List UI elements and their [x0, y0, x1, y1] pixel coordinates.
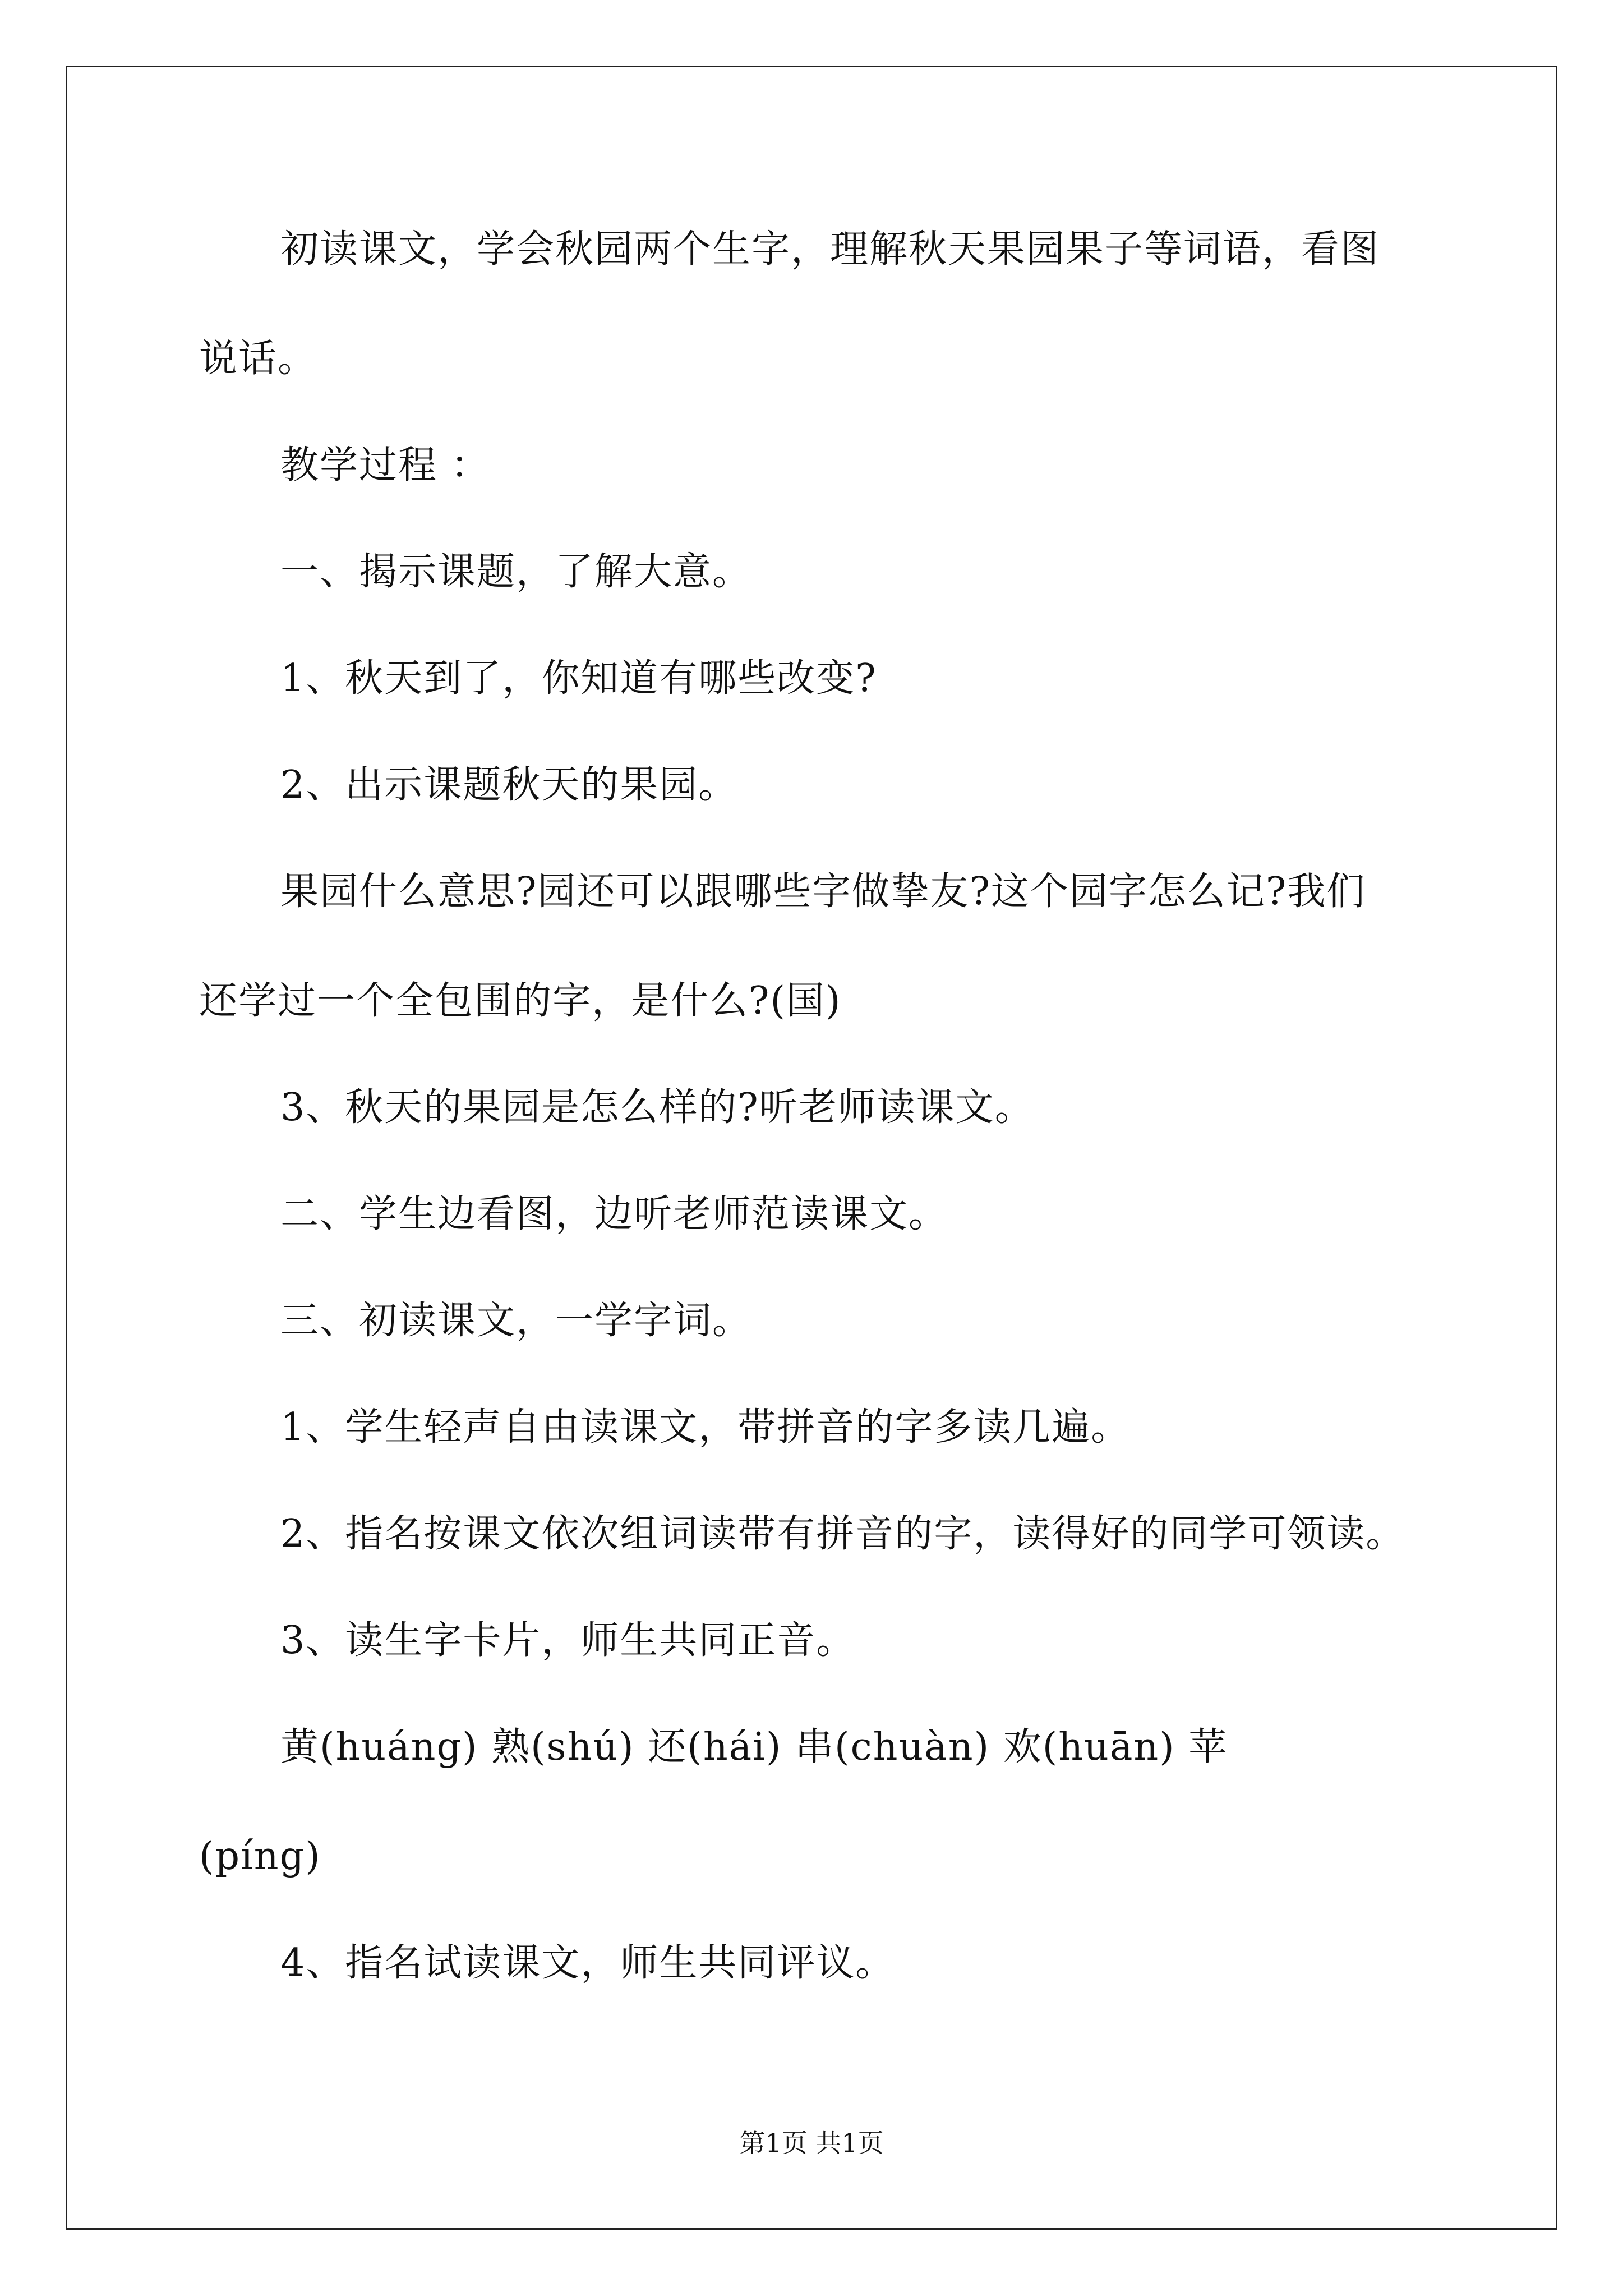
section-heading: 三、初读课文，一学字词。 [280, 1299, 752, 1343]
text-line: 初读课文，学会秋园两个生字，理解秋天果园果子等词语，看图 [280, 227, 1380, 272]
text-line: 3、读生字卡片，师生共同正音。 [280, 1618, 856, 1663]
pinyin-line: (píng) [199, 1834, 321, 1879]
pinyin-line: 黄(huáng) 熟(shú) 还(hái) 串(chuàn) 欢(huān) 苹 [280, 1725, 1228, 1769]
section-heading: 二、学生边看图，边听老师范读课文。 [280, 1192, 948, 1236]
text-line: 2、出示课题秋天的果园。 [280, 763, 738, 807]
page-border [66, 66, 1557, 2230]
text-line: 1、学生轻声自由读课文，带拼音的字多读几遍。 [280, 1405, 1131, 1450]
text-line: 果园什么意思?园还可以跟哪些字做挚友?这个园字怎么记?我们 [280, 869, 1366, 914]
text-line: 1、秋天到了，你知道有哪些改变? [280, 656, 877, 701]
text-line: 2、指名按课文依次组词读带有拼音的字，读得好的同学可领读。 [280, 1512, 1405, 1556]
page-number: 第1页 共1页 [739, 2128, 884, 2158]
text-line: 3、秋天的果园是怎么样的?听老师读课文。 [280, 1085, 1034, 1130]
text-line: 4、指名试读课文，师生共同评议。 [280, 1941, 895, 1985]
section-heading: 教学过程 ： [280, 443, 490, 487]
text-line: 说话。 [199, 337, 317, 381]
text-line: 还学过一个全包围的字，是什么?(国) [199, 979, 842, 1023]
section-heading: 一、揭示课题，了解大意。 [280, 550, 752, 594]
